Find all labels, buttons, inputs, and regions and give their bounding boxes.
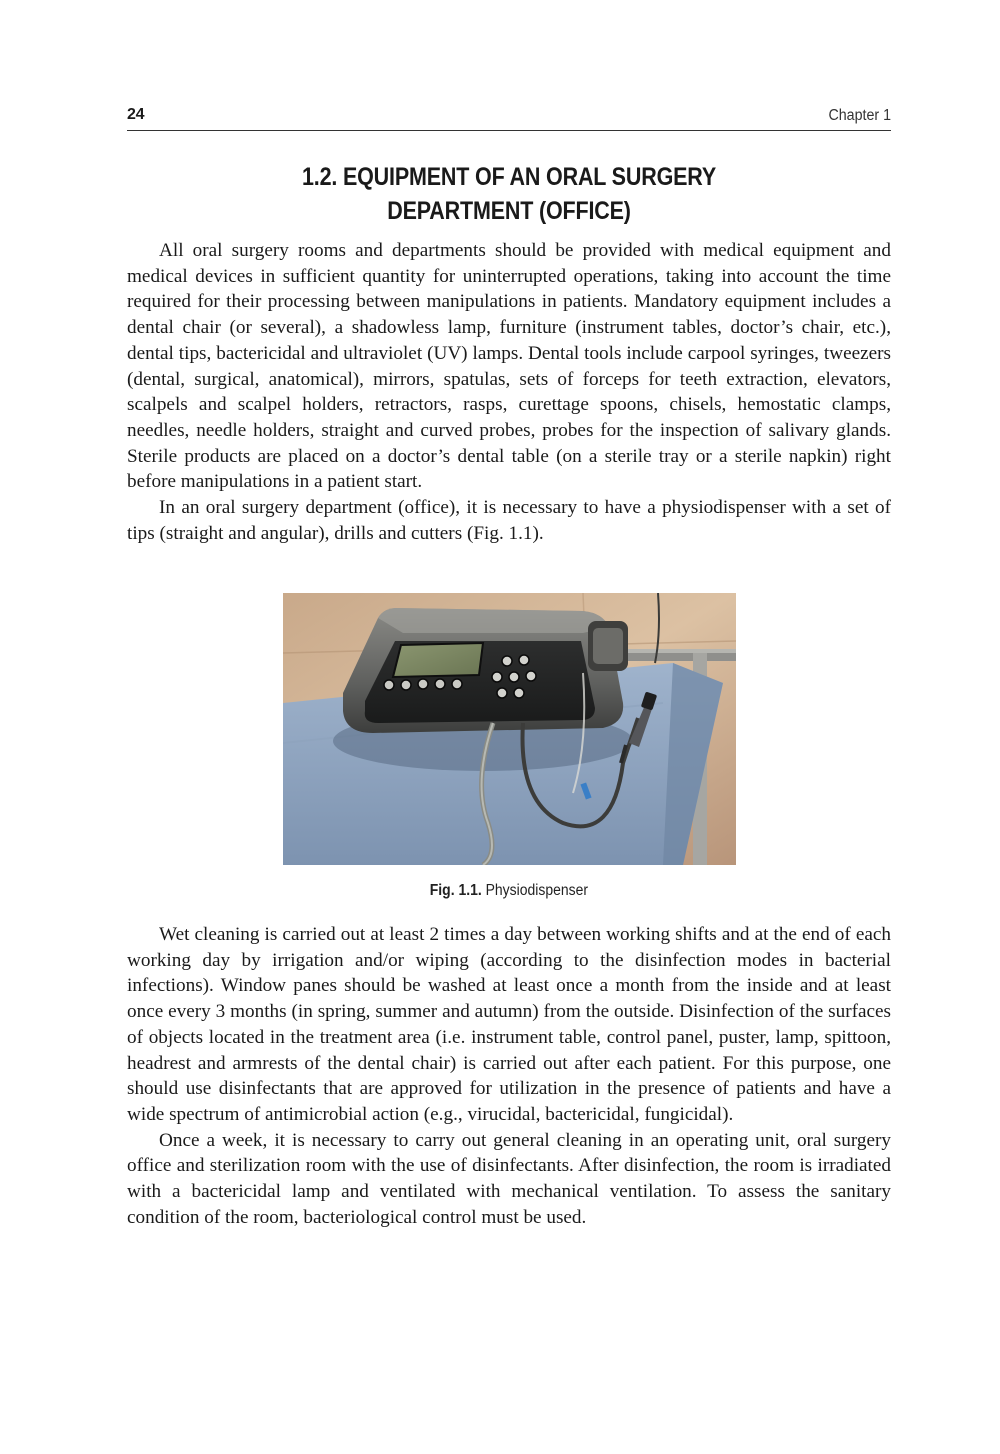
- section-title: [180, 160, 837, 228]
- figure-label: Fig. 1.1.: [429, 882, 482, 899]
- page-number: 24: [127, 106, 145, 123]
- figure-physiodispenser-photo: [283, 593, 736, 865]
- body-text-after-figure: [127, 922, 891, 1230]
- paragraph: All oral surgery rooms and departments should be provided with medical equipment and medical devices in sufficient quantity for uninterrupted operations, taking into account the time required for their processing between manipulations in patients. Mandatory equipment includes a dental chair (or several), a shadowless lamp, furniture (instrument tables, doctor’s chair, etc.), dental tips, bactericidal and ultraviolet (UV) lamps. Dental tools include carpool syringes, tweezers (dental, surgical, anatomical), mirrors, spatulas, sets of forceps for teeth extraction, elevators, scalpels and scalpel holders, retractors, rasps, curettage spoons, chisels, hemostatic clamps, needles, needle holders, straight and curved probes, probes for the inspection of salivary glands. Sterile products are placed on a doctor’s dental table (on a sterile tray or a sterile napkin) right before manipulations in a patient start.: [127, 240, 891, 493]
- physiodispenser-illustration: [283, 593, 736, 865]
- section-title-line-1: 1.2. EQUIPMENT OF AN ORAL SURGERY: [301, 163, 717, 191]
- figure-caption: [127, 882, 891, 900]
- paragraph: In an oral surgery department (office), it is necessary to have a physiodispenser with a set of tips (straight and angular), drills and cutters (Fig. 1.1).: [127, 497, 891, 544]
- paragraph: Wet cleaning is carried out at least 2 times a day between working shifts and at the end of each working day by irrigation and/or wiping (according to the disinfection modes in bacterial infections). Window panes should be washed at least once a month from the inside and at least once every 3 months (in spring, summer and autumn) from the outside. Disinfection of the surfaces of objects located in the treatment area (i.e. instrument table, control panel, puster, lamp, spittoon, headrest and armrests of the dental chair) is carried out after each patient. For this purpose, one should use disinfectants that are approved for utilization in the presence of patients and have a wide spectrum of antimicrobial action (e.g., virucidal, bactericidal, fungicidal).: [127, 924, 891, 1125]
- running-head: Chapter 1: [828, 107, 891, 124]
- section-title-line-2: DEPARTMENT (OFFICE): [387, 197, 631, 225]
- body-text-before-figure: [127, 238, 891, 546]
- paragraph: Once a week, it is necessary to carry out general cleaning in an operating unit, oral surgery office and sterilization room with the use of disinfectants. After disinfection, the room is irradiated with a bactericidal lamp and ventilated with mechanical ventilation. To assess the sanitary condition of the room, bacteriological control must be used.: [127, 1129, 891, 1228]
- figure-caption-text: Physiodispenser: [485, 882, 589, 899]
- page-header: [127, 104, 891, 131]
